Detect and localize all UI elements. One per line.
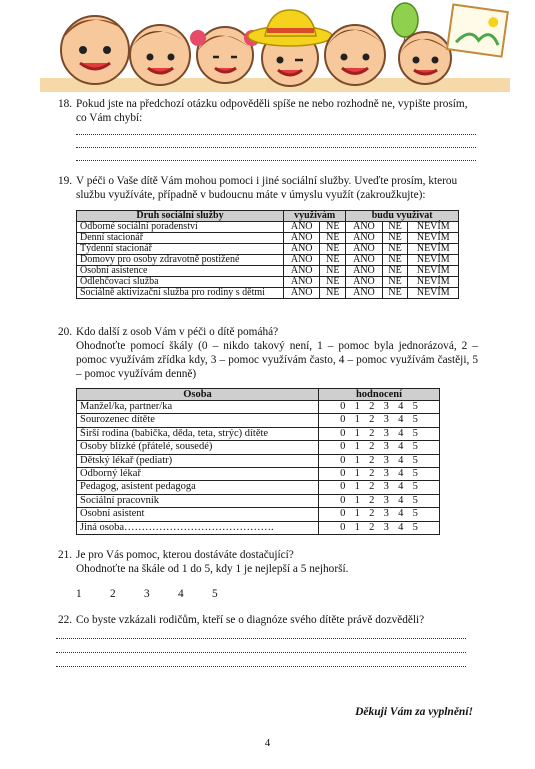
table-row	[77, 233, 459, 244]
option-ne[interactable]: NE	[320, 288, 346, 299]
question-text: Co byste vzkázali rodičům, kteří se o diagnóze svého dítěte právě dozvěděli?	[76, 614, 425, 626]
question-19	[58, 174, 478, 202]
answer-line[interactable]	[76, 147, 476, 148]
option-ne[interactable]: NE	[382, 266, 408, 277]
option-ne[interactable]: NE	[382, 222, 408, 233]
table-row	[77, 454, 440, 467]
option-ano[interactable]: ANO	[284, 277, 320, 288]
option-ano[interactable]: ANO	[284, 266, 320, 277]
option-ne[interactable]: NE	[320, 233, 346, 244]
question-title: Kdo další z osob Vám v péči o dítě pomáhá?	[76, 326, 279, 338]
question-number: 20.	[58, 326, 73, 338]
option-nevim[interactable]: NEVÍM	[408, 255, 459, 266]
child-face-5	[325, 25, 385, 85]
answer-line[interactable]	[56, 638, 466, 639]
service-name: Denní stacionář	[77, 233, 284, 244]
question-text: V péči o Vaše dítě Vám mohou pomoci i jiné sociální služby. Uveďte prosím, kterou službu využíváte, případně v budoucnu máte v úmyslu využít (zakroužkujte):	[76, 175, 458, 201]
rating-scale[interactable]: 0 1 2 3 4 5	[319, 494, 440, 507]
option-ne[interactable]: NE	[320, 244, 346, 255]
person-name: Širší rodina (babička, děda, teta, strýc) dítěte	[77, 427, 319, 440]
question-20	[58, 325, 478, 381]
table-row	[77, 521, 440, 534]
table-row	[77, 277, 459, 288]
table-row	[77, 255, 459, 266]
column-header: Druh sociální služby	[77, 211, 284, 222]
question-text: Ohodnoťte na škále od 1 do 5, kdy 1 je nejlepší a 5 nejhorší.	[76, 563, 349, 575]
rating-option[interactable]: 5	[212, 588, 218, 600]
rating-options	[76, 588, 246, 600]
option-ano[interactable]: ANO	[346, 288, 382, 299]
table-row	[77, 427, 440, 440]
rating-scale[interactable]: 0 1 2 3 4 5	[319, 454, 440, 467]
option-ano[interactable]: ANO	[346, 244, 382, 255]
option-ne[interactable]: NE	[320, 222, 346, 233]
rating-scale[interactable]: 0 1 2 3 4 5	[319, 427, 440, 440]
column-header: Osoba	[77, 389, 319, 401]
option-ano[interactable]: ANO	[284, 255, 320, 266]
option-ne[interactable]: NE	[320, 266, 346, 277]
column-header: využívám	[284, 211, 346, 222]
question-text: Ohodnoťte pomocí škály (0 – nikdo takový není, 1 – pomoc byla jednorázová, 2 – pomoc využívám zřídka kdy, 3 – pomoc využívám často, 4 – pomoc využívám častěji, 5 – pomoc využívám denně)	[76, 340, 478, 380]
table-row	[77, 414, 440, 427]
question-21	[58, 548, 478, 576]
table-row	[77, 401, 440, 414]
person-name: Osoby blízké (přátelé, sousedé)	[77, 441, 319, 454]
rating-scale[interactable]: 0 1 2 3 4 5	[319, 441, 440, 454]
answer-line[interactable]	[56, 666, 466, 667]
table-row	[77, 481, 440, 494]
table-row	[77, 288, 459, 299]
person-name: Sourozenec dítěte	[77, 414, 319, 427]
table-row	[77, 266, 459, 277]
service-name: Sociálně aktivizační služba pro rodiny s dětmi	[77, 288, 284, 299]
rating-option[interactable]: 1	[76, 588, 82, 600]
rating-scale[interactable]: 0 1 2 3 4 5	[319, 468, 440, 481]
table-row	[77, 244, 459, 255]
answer-line[interactable]	[56, 652, 466, 653]
option-ano[interactable]: ANO	[284, 288, 320, 299]
answer-line[interactable]	[76, 160, 476, 161]
question-number: 18.	[58, 98, 73, 110]
child-face-4	[248, 10, 332, 86]
rating-option[interactable]: 2	[110, 588, 116, 600]
question-number: 19.	[58, 175, 73, 187]
question-number: 21.	[58, 549, 73, 561]
option-ne[interactable]: NE	[382, 244, 408, 255]
service-name: Domovy pro osoby zdravotně postižené	[77, 255, 284, 266]
option-nevim[interactable]: NEVÍM	[408, 233, 459, 244]
option-nevim[interactable]: NEVÍM	[408, 222, 459, 233]
person-name: Dětský lékař (pediatr)	[77, 454, 319, 467]
child-face-1	[61, 16, 129, 84]
social-services-table	[76, 210, 459, 299]
option-ano[interactable]: ANO	[346, 255, 382, 266]
option-ne[interactable]: NE	[382, 277, 408, 288]
option-ano[interactable]: ANO	[346, 233, 382, 244]
question-18	[58, 97, 478, 125]
rating-scale[interactable]: 0 1 2 3 4 5	[319, 521, 440, 534]
rating-option[interactable]: 3	[144, 588, 150, 600]
table-header-row	[77, 389, 440, 401]
question-title: Je pro Vás pomoc, kterou dostáváte dostačující?	[76, 549, 294, 561]
option-nevim[interactable]: NEVÍM	[408, 244, 459, 255]
helpers-rating-table	[76, 388, 440, 535]
table-row	[77, 508, 440, 521]
option-nevim[interactable]: NEVÍM	[408, 288, 459, 299]
drawing-board-icon	[447, 4, 508, 56]
service-name: Odborné sociální poradenství	[77, 222, 284, 233]
page-number: 4	[264, 737, 271, 749]
option-ne[interactable]: NE	[382, 288, 408, 299]
rating-scale[interactable]: 0 1 2 3 4 5	[319, 414, 440, 427]
children-illustration	[40, 0, 510, 92]
column-header: hodnocení	[319, 389, 440, 401]
option-ano[interactable]: ANO	[346, 266, 382, 277]
option-ano[interactable]: ANO	[346, 222, 382, 233]
option-nevim[interactable]: NEVÍM	[408, 266, 459, 277]
person-name: Sociální pracovník	[77, 494, 319, 507]
question-number: 22.	[58, 614, 73, 626]
option-ne[interactable]: NE	[320, 277, 346, 288]
thank-you-note: Děkuji Vám za vyplnění!	[355, 706, 473, 718]
table-row	[77, 494, 440, 507]
rating-option[interactable]: 4	[178, 588, 184, 600]
child-face-2	[130, 25, 190, 85]
person-name: Odborný lékař	[77, 468, 319, 481]
child-face-6	[399, 32, 451, 84]
table-header-row	[77, 211, 459, 222]
option-ano[interactable]: ANO	[284, 233, 320, 244]
question-text: Pokud jste na předchozí otázku odpověděli spíše ne nebo rozhodně ne, vypište prosím, co Vám chybí:	[76, 98, 468, 124]
table-row	[77, 222, 459, 233]
answer-line[interactable]	[76, 134, 476, 135]
option-ne[interactable]: NE	[382, 233, 408, 244]
table-row	[77, 441, 440, 454]
option-ne[interactable]: NE	[320, 255, 346, 266]
person-name: Manžel/ka, partner/ka	[77, 401, 319, 414]
person-name: Pedagog, asistent pedagoga	[77, 481, 319, 494]
service-name: Týdenní stacionář	[77, 244, 284, 255]
option-ano[interactable]: ANO	[284, 222, 320, 233]
column-header: budu využívat	[346, 211, 459, 222]
question-22	[58, 613, 478, 627]
rating-scale[interactable]: 0 1 2 3 4 5	[319, 481, 440, 494]
table-row	[77, 468, 440, 481]
option-nevim[interactable]: NEVÍM	[408, 277, 459, 288]
person-name: Jiná osoba…………………………………….	[77, 521, 319, 534]
option-ano[interactable]: ANO	[284, 244, 320, 255]
person-name: Osobní asistent	[77, 508, 319, 521]
rating-scale[interactable]: 0 1 2 3 4 5	[319, 508, 440, 521]
service-name: Osobní asistence	[77, 266, 284, 277]
option-ne[interactable]: NE	[382, 255, 408, 266]
rating-scale[interactable]: 0 1 2 3 4 5	[319, 401, 440, 414]
option-ano[interactable]: ANO	[346, 277, 382, 288]
service-name: Odlehčovací služba	[77, 277, 284, 288]
